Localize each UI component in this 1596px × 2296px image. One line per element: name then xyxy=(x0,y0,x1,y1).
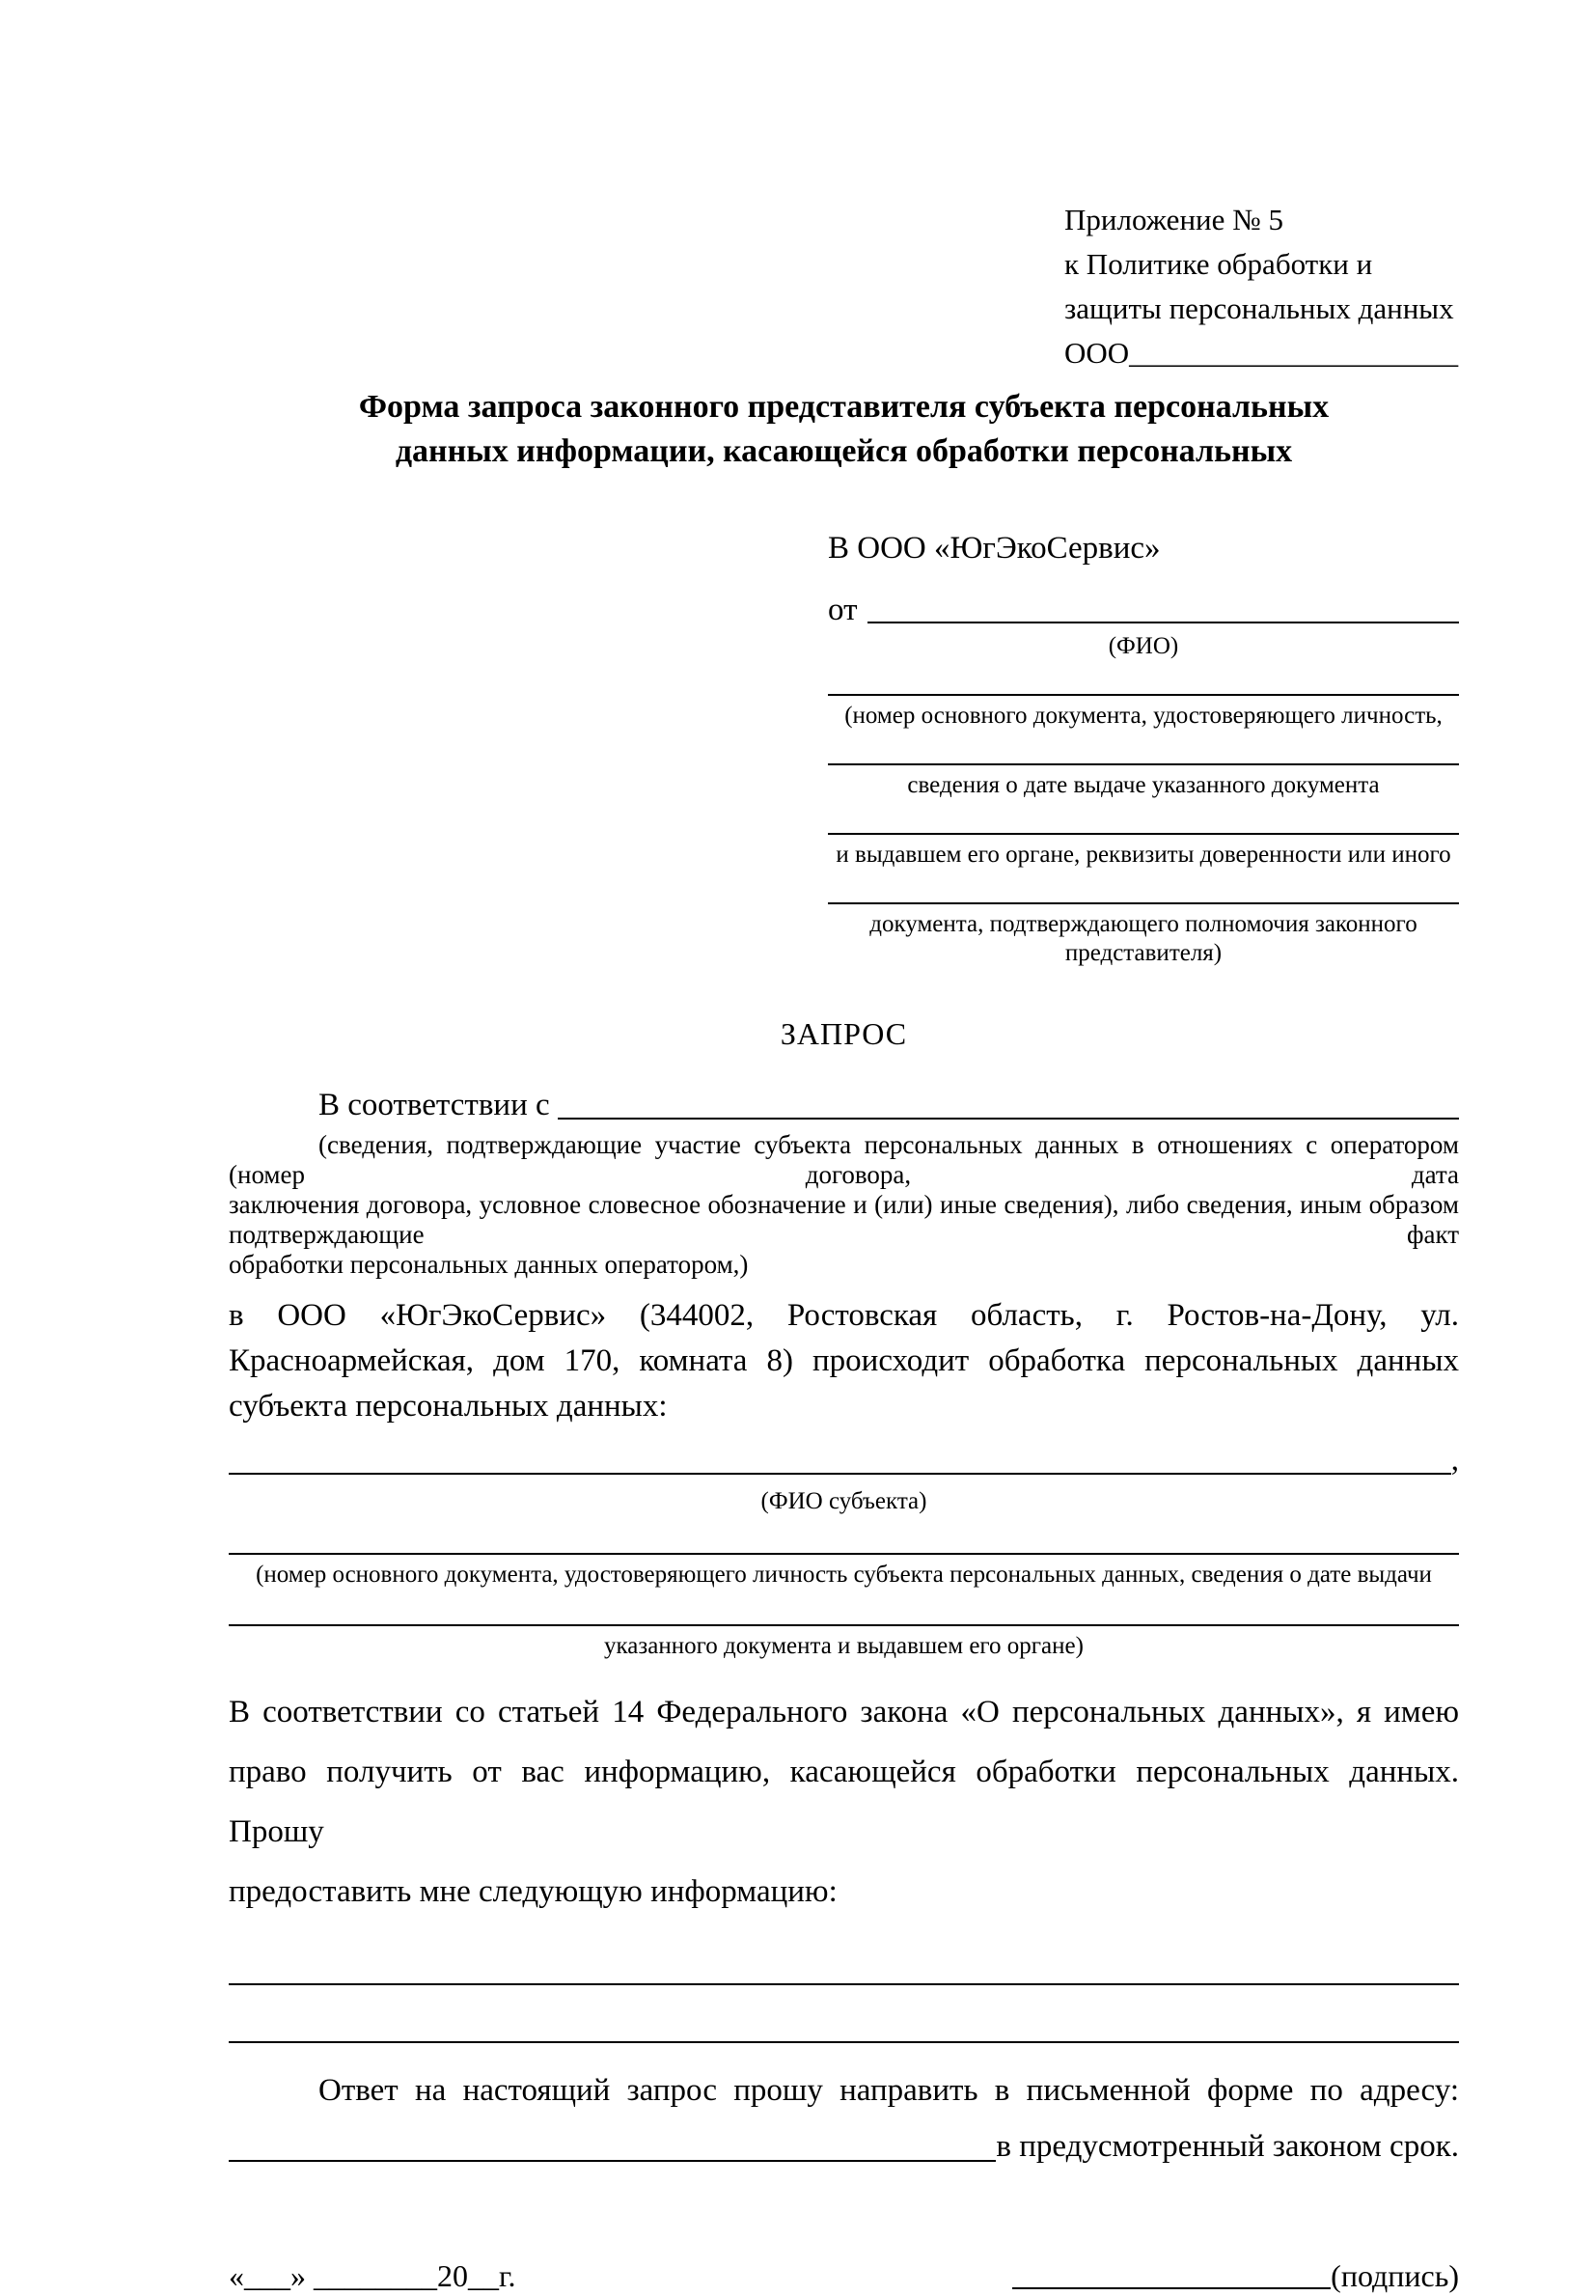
representative-doc-caption-2: сведения о дате выдаче указанного документа xyxy=(907,772,1380,798)
recipient-line: В ООО «ЮгЭкоСервис» xyxy=(828,531,1161,566)
basis-fineprint xyxy=(229,1130,1459,1280)
footer-row xyxy=(229,2255,1459,2296)
statement-paragraph xyxy=(229,1682,1459,1922)
title-line-2: данных информации, касающейся обработки персональных xyxy=(395,433,1293,469)
subject-fio-suffix: , xyxy=(1450,1443,1459,1478)
fio-fill-line xyxy=(867,622,1460,623)
requested-info-fill-line-2 xyxy=(229,2041,1459,2043)
date-line: «___» ________20__г. xyxy=(229,2258,516,2293)
representative-doc-group-1 xyxy=(828,694,1459,731)
reply-paragraph: Ответ на настоящий запрос прошу направить в письменной форме по адресу: xyxy=(318,2073,1459,2108)
subject-doc-fill-line-1 xyxy=(229,1553,1459,1555)
operator-paragraph-line-3: субъекта персональных данных: xyxy=(229,1389,668,1424)
basis-fill-line xyxy=(558,1118,1459,1120)
representative-doc-group-2 xyxy=(828,763,1459,800)
representative-doc-caption-4: документа, подтверждающего полномочия законного представителя) xyxy=(869,911,1417,966)
title-line-1: Форма запроса законного представителя субъекта персональных xyxy=(358,389,1330,425)
representative-doc-fill-line-3 xyxy=(828,833,1459,835)
representative-doc-caption-3: и выдавшем его органе, реквизиты доверенности или иного xyxy=(836,842,1451,868)
addressee-block xyxy=(828,528,1459,968)
from-row xyxy=(828,590,1459,630)
representative-doc-fill-line-1 xyxy=(828,694,1459,696)
subject-fio-fill-line xyxy=(229,1473,1451,1475)
appendix-ooo-fill-line: ООО______________________ xyxy=(1064,336,1459,370)
appendix-line-3: защиты персональных данных xyxy=(1064,291,1454,325)
basis-fineprint-line-2: заключения договора, условное словесное обозначение и (или) иные сведения), либо сведения, иным образом подтверждающие факт xyxy=(229,1190,1459,1249)
representative-doc-caption-1: (номер основного документа, удостоверяющего личность, xyxy=(844,703,1443,729)
basis-row xyxy=(229,1084,1459,1126)
representative-doc-group-3 xyxy=(828,833,1459,870)
statement-line-2: право получить от вас информацию, касающейся обработки персональных данных. Прошу xyxy=(229,1755,1459,1849)
subject-fio-caption: (ФИО субъекта) xyxy=(760,1488,927,1514)
statement-line-3: предоставить мне следующую информацию: xyxy=(229,1874,838,1909)
signature-caption: (подпись) xyxy=(1331,2258,1459,2293)
fio-caption: (ФИО) xyxy=(1108,633,1179,659)
reply-suffix: в предусмотренный законом срок. xyxy=(996,2129,1459,2164)
signature-fill-line xyxy=(1012,2287,1331,2289)
requested-info-fill-line-1 xyxy=(229,1983,1459,1985)
operator-paragraph-line-2: Красноармейская, дом 170, комната 8) происходит обработка персональных данных xyxy=(229,1343,1459,1378)
basis-label: В соответствии с xyxy=(318,1088,550,1122)
basis-fineprint-line-1: (сведения, подтверждающие участие субъекта персональных данных в отношениях с оператором (номер договора, дата xyxy=(229,1130,1459,1189)
request-heading: ЗАПРОС xyxy=(780,1016,908,1051)
from-label: от xyxy=(828,593,858,627)
signature-block xyxy=(1012,2255,1459,2296)
basis-fineprint-line-3: обработки персональных данных оператором,) xyxy=(229,1250,749,1279)
document-title xyxy=(229,385,1459,474)
representative-doc-fill-line-2 xyxy=(828,763,1459,765)
representative-doc-fill-line-4 xyxy=(828,902,1459,904)
reply-address-fill-line xyxy=(229,2160,996,2162)
appendix-block xyxy=(1064,0,1459,375)
operator-paragraph xyxy=(229,1293,1459,1429)
statement-line-1: В соответствии со статьей 14 Федерального закона «О персональных данных», я имею xyxy=(229,1695,1459,1729)
subject-fio-row xyxy=(229,1439,1459,1481)
representative-doc-group-4 xyxy=(828,902,1459,968)
operator-paragraph-line-1: в ООО «ЮгЭкоСервис» (344002, Ростовская область, г. Ростов-на-Дону, ул. xyxy=(229,1298,1459,1333)
subject-doc-fill-line-2 xyxy=(229,1624,1459,1626)
reply-address-row xyxy=(229,2124,1459,2169)
subject-doc-caption-1: (номер основного документа, удостоверяющего личность субъекта персональных данных, сведения о дате выдачи xyxy=(256,1562,1432,1588)
subject-doc-caption-2: указанного документа и выдавшем его органе) xyxy=(604,1633,1084,1659)
appendix-line-2: к Политике обработки и xyxy=(1064,247,1373,281)
appendix-line-1: Приложение № 5 xyxy=(1064,203,1283,236)
